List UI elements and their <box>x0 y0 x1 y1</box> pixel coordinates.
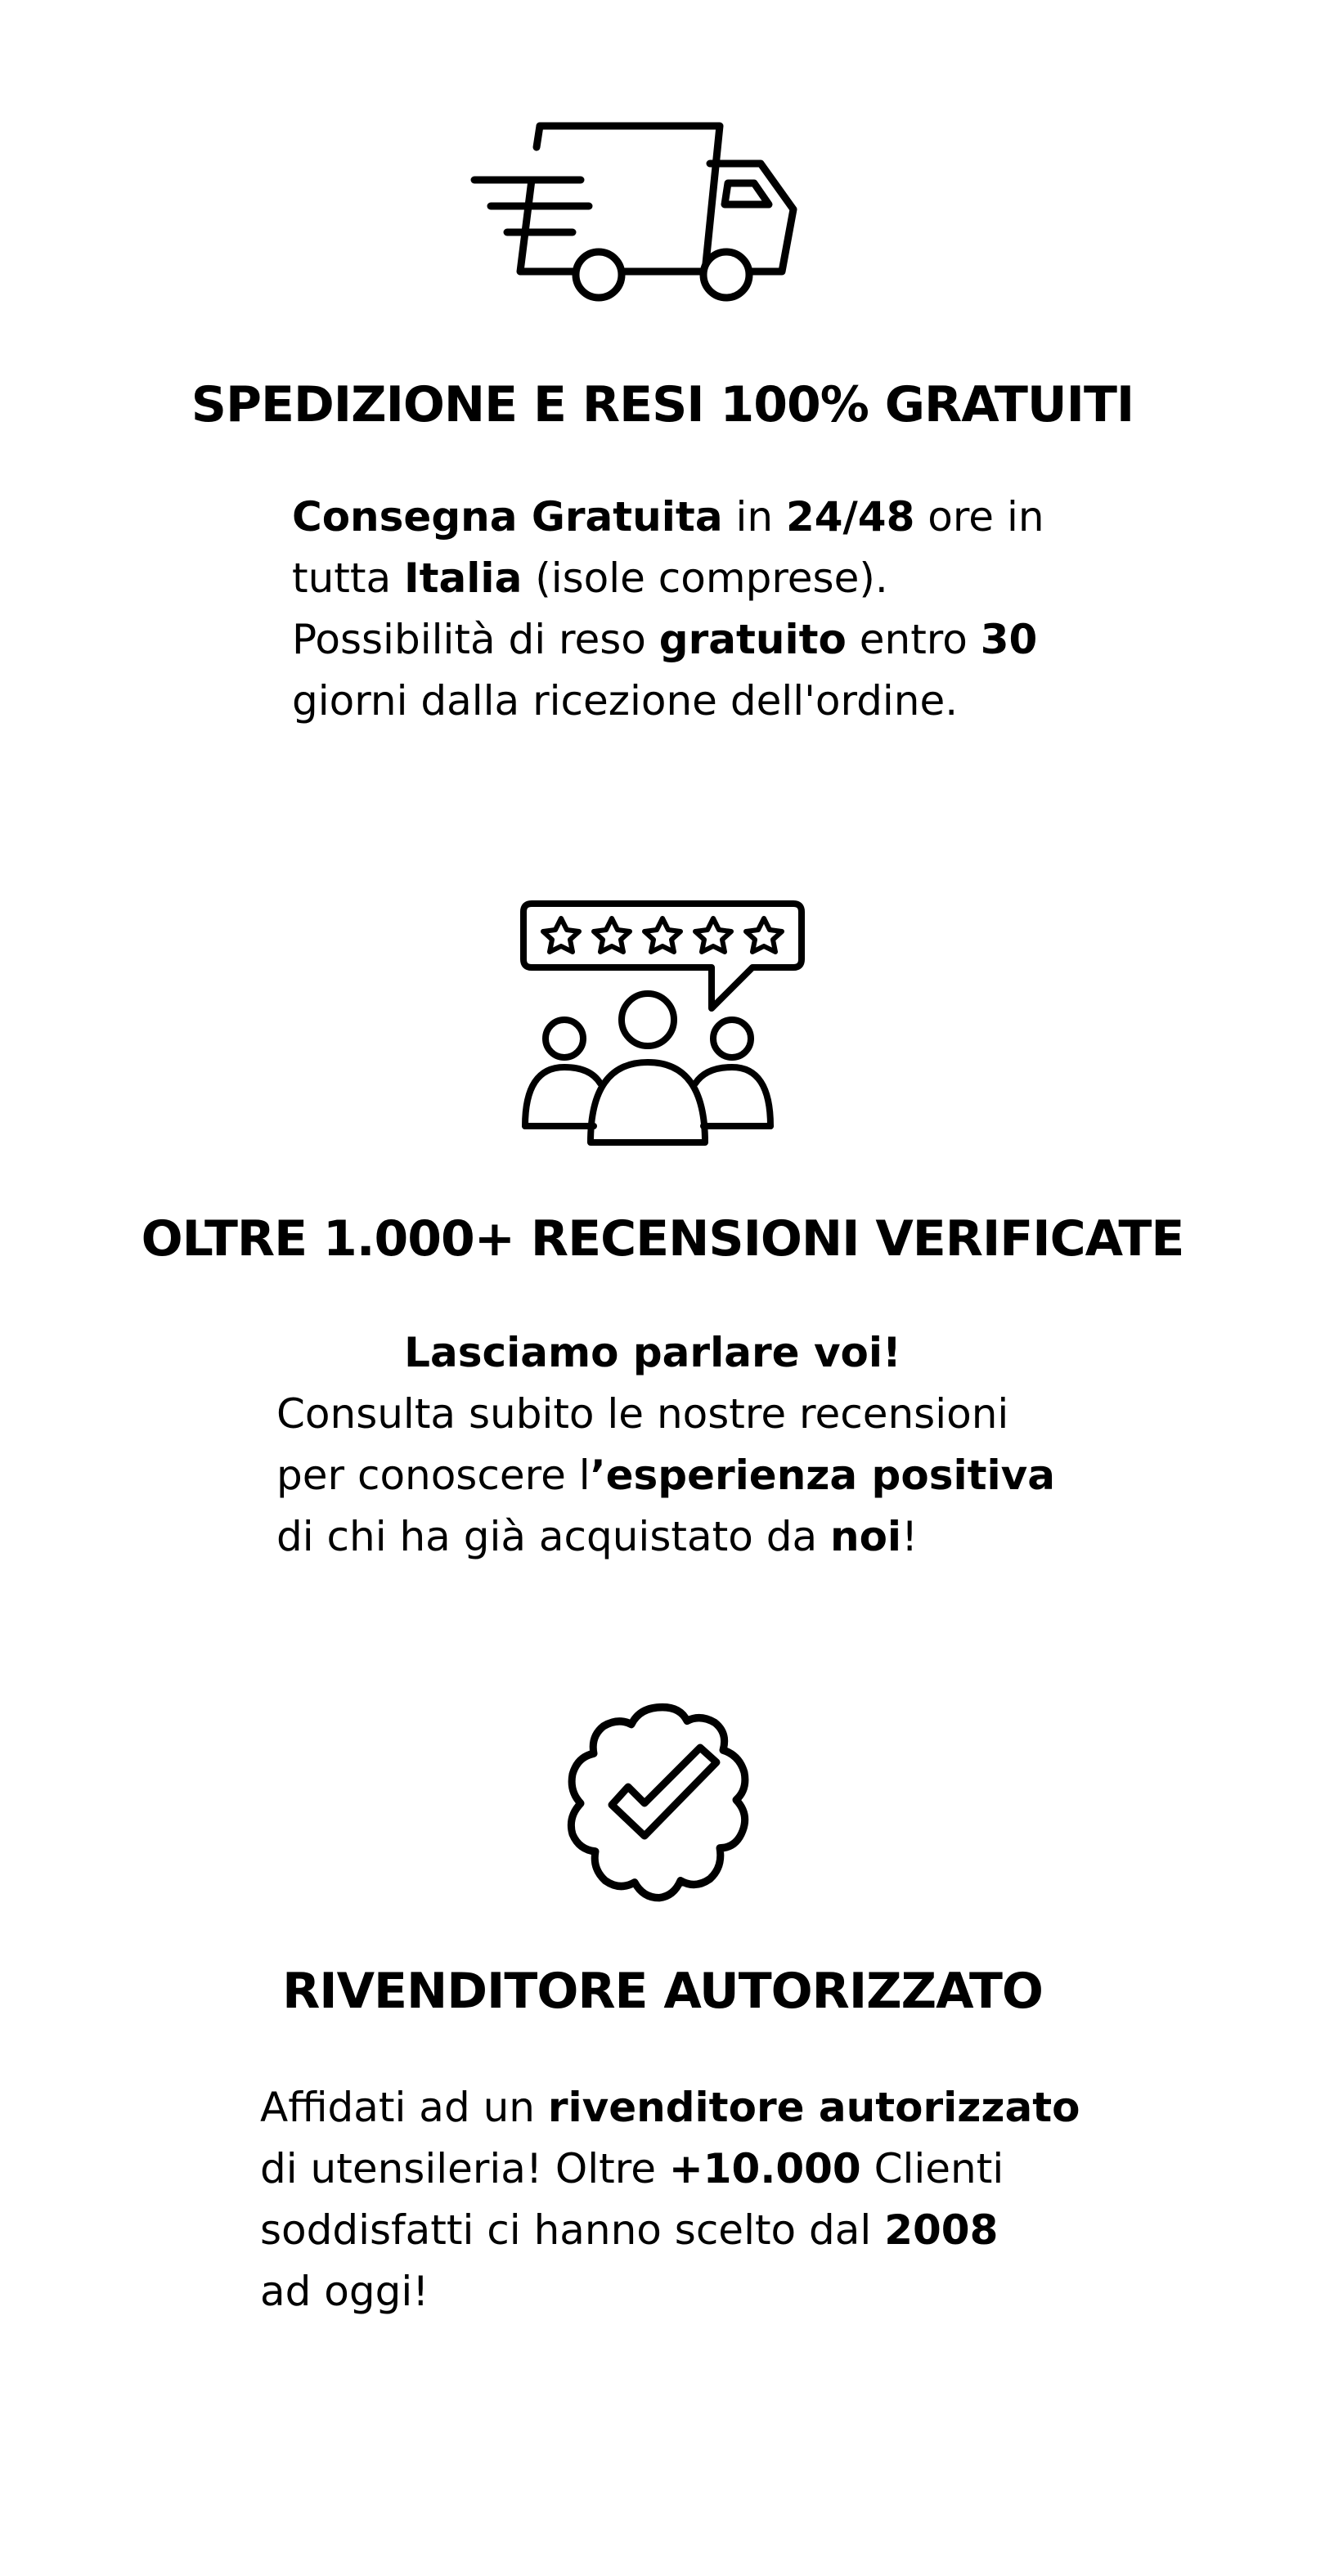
description-line: soddisfatti ci hanno scelto dal 2008 <box>260 2206 999 2254</box>
section-description <box>260 2077 1080 2322</box>
description-line: di chi ha già acquistato da noi! <box>276 1513 919 1560</box>
description-line: per conoscere l’esperienza positiva <box>276 1452 1055 1499</box>
section-description <box>292 487 1044 732</box>
description-line: Possibilità di reso gratuito entro 30 <box>292 616 1038 663</box>
section-description <box>276 1322 1055 1568</box>
section-verified-reviews <box>0 818 1325 1636</box>
customer-reviews-icon <box>515 895 810 1157</box>
section-title: OLTRE 1.000+ RECENSIONI VERIFICATE <box>141 1210 1184 1268</box>
description-line: Consegna Gratuita in 24/48 ore in <box>292 493 1044 541</box>
verified-badge-icon <box>548 1681 777 1918</box>
section-free-shipping <box>0 0 1325 818</box>
description-line: Consulta subito le nostre recensioni <box>276 1390 1009 1438</box>
section-title: SPEDIZIONE E RESI 100% GRATUITI <box>191 376 1134 433</box>
section-authorized-reseller <box>0 1636 1325 2576</box>
description-line: di utensileria! Oltre +10.000 Clienti <box>260 2145 1004 2192</box>
description-line: giorni dalla ricezione dell'ordine. <box>292 677 959 725</box>
description-line: Lasciamo parlare voi! <box>404 1329 901 1376</box>
delivery-truck-icon <box>458 114 818 311</box>
description-line: tutta Italia (isole comprese). <box>292 554 888 602</box>
description-line: ad oggi! <box>260 2268 429 2315</box>
description-line: Affidati ad un rivenditore autorizzato <box>260 2084 1080 2131</box>
section-title: RIVENDITORE AUTORIZZATO <box>282 1963 1043 2020</box>
